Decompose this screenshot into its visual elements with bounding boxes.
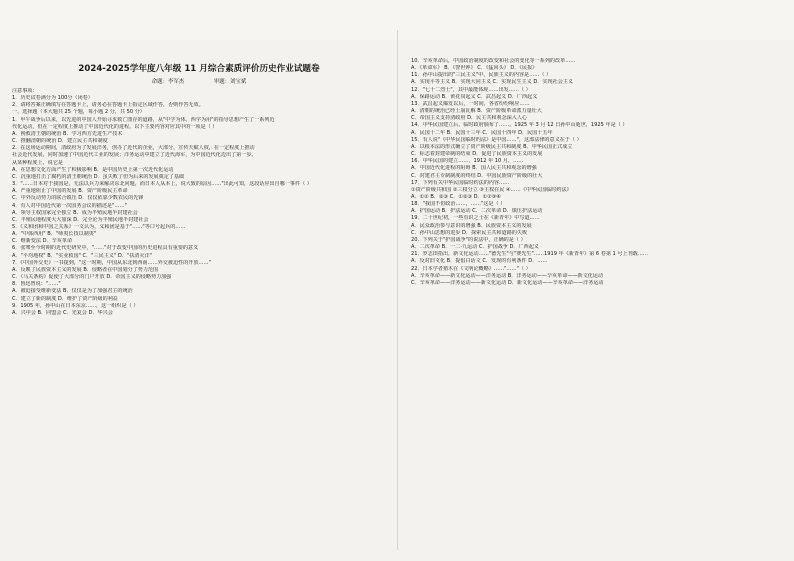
text-line: A．"平均地权" B．"实业救国" C．"三民主义" D．"扶清灭洋" <box>12 252 152 259</box>
text-line: C．帝国主义支持清政府 D．民主共和观念深入人心 <box>411 115 528 122</box>
text-line: 9．1905 年，孙中山在日本东京……，这一组织是（ ） <box>12 302 139 309</box>
text-line: 14．中华民国建立后，临时政府颁布了……，1925 年 3 月 12 日孙中山逝世，1925 年是（ ） <box>411 122 628 129</box>
text-line: C．辛亥革命——洋务运动——新文化运动 D．新文化运动——辛亥革命——洋务运动 <box>411 279 604 286</box>
reviewer-label: 审题：刘宝斌 <box>213 79 247 85</box>
text-line: 16．中华民国的建立……，1912 年 10 月，…… <box>411 158 524 165</box>
text-line: 1．甲午战争后以来，以先进的中国人开始寻求救亡图存的道路，从"中学为体，西学为用"的指导思想产生了一系列近 <box>12 116 275 123</box>
text-line: A．被迫接受维新变法 B．仅仅是为了加强君主的统治 <box>12 288 133 295</box>
text-line: C．孙中山思想的进步 D．探索民主共和道路的失败 <box>411 229 528 236</box>
text-line: 注意事项： <box>12 88 38 94</box>
text-line: A．护国运动 B．护法运动 C．二次革命 D．镇压护法运动 <box>411 208 543 215</box>
text-line: A．反映了民族资本主义的发展 B．侵略者在中国划分了势力范围 <box>12 266 159 273</box>
exam-title: 2024-2025学年度八年级 11 月综合素质评价历史作业试题卷 <box>78 64 320 74</box>
text-line: ①资产阶级共和国 ②三权分立 ③主权在民 ④……《中华民国临时约法》 <box>411 186 572 193</box>
text-line: 13．武昌起义爆发以后，一时间，各省纷纷响应…… <box>411 100 530 107</box>
text-line: A．清朝的统治已经土崩瓦解 B．资产阶级革命派力量壮大 <box>411 108 542 115</box>
text-line: C．沉重地打击了腐朽的清王朝统治 D．虽失败了但为后来的发展奠定了基础 <box>12 173 185 180</box>
text-line: 代化运动，但在一定程度上推动了中国近代化的进程。以下主要内容对应其中的一项是（ ） <box>12 123 218 130</box>
text-line: C．半殖民地程度大大加深 D．完全沦为半殖民地半封建社会 <box>12 216 149 223</box>
text-line: 6．张骞至今时期的近代史研究中，"……"对于改变中国的历史进程具有重要的意义 <box>12 245 199 252</box>
text-line: 18．"我国不但政治……，……"这是（ ） <box>411 201 506 208</box>
text-line: 3．"……日本对于我国是，无法以兵力来解决东北问题，而日本人从本上，说大致的原因……"出此可知，这段话应出自哪一事件（ ） <box>12 181 312 188</box>
author-label: 命题：李军杰 <box>151 79 185 85</box>
text-line: A．实现平等主义 B．实现大同主义 C．实现民生主义 D．实现社会主义 <box>411 79 573 86</box>
text-line: 15．有人说"《中华民国临时约法》是中国……"，这部法律的意义在于（ ） <box>411 136 582 143</box>
text-line: A．中国近代化进程的阻碍 B．国人民主共和观念的增强 <box>411 165 537 172</box>
text-line: 4．有人对中国近代第一次国务会议的描述是"……" <box>12 202 127 209</box>
text-line: A．二次革命 B．一二·九运动 C．护国战争 D．广西起义 <box>411 244 539 251</box>
text-line: C．建立了新的制度 D．维护了资产阶级的利益 <box>12 295 118 302</box>
text-line: 2．请将答案正确填写在答题卡上，请务必在答题卡上指定区域作答，否则作答无效。 <box>12 102 204 109</box>
text-line: 11．孙中山提出的"三民主义"中，民族主义的内容是……（ ） <box>411 72 552 79</box>
text-line: 2．在这场运动期间，清政府为了发展洋务，创办了近代的企业，大部分，宣传天赋人权，在一定程度上推动 <box>12 145 255 152</box>
text-line: C．标志着封建帝制的结束 D．促进了民族资本主义的发展 <box>411 151 543 158</box>
text-line: A．严重地阻止了中国的发展 B．资产阶级民主革命 <box>12 188 128 195</box>
text-line: A．民国十二年 B．民国十三年 C．民国十四年 D．民国十五年 <box>411 129 553 136</box>
text-line: 一、选择题（本大题共 25 个题，每小题 2 分，共 50 分） <box>12 109 145 116</box>
text-line: 8．鲁迅曾说："……" <box>12 281 61 288</box>
left-question-text <box>12 88 390 317</box>
exam-authors <box>4 77 394 85</box>
column-divider <box>397 30 398 550</box>
text-line: 1．历史试卷满分为 100分（闭卷） <box>12 95 93 102</box>
text-line: A．《革命军》 B．《警世钟》 C．《猛回头》 D．《民报》 <box>411 65 538 72</box>
text-line: A．以根本法的形式确立了资产阶级民主共和制度 B．中华民国正式成立 <box>411 143 573 150</box>
text-line: A．领导主权国家完全独立 B．成为半殖民地半封建社会 <box>12 209 138 216</box>
text-line: C．中外反动势力的联合镇压 D．仅仅依靠少数农民的先锋 <box>12 195 144 202</box>
text-line: 7．《中国外交史》一书提到，"这一时期，中国从东北到西南……外交被迫性的开放……" <box>12 259 211 266</box>
right-question-text <box>411 58 789 287</box>
text-line: C．封建君主专制制度的终结 D．中国民族资产阶级的壮大 <box>411 172 543 179</box>
text-line: 从某种程度上，说它是 <box>12 159 63 166</box>
text-line: 5．《义和团和中国之关系》一文认为，义和团是基于"……"等口号起兵的…… <box>12 223 186 230</box>
text-line: A．反对旧文化 B．提倡白话文 C．发现的有利条件 D．…… <box>411 258 548 265</box>
text-line: A．保路运动 B．黄花岗起义 C．武昌起义 D．广西起义 <box>411 93 538 100</box>
text-line: 12．"七十二烈士"，其中最能体现……出发……（ ） <box>411 86 531 93</box>
text-line: 10．辛亥革命后，中国政治制度的改变和社会的变化等一系列的改革…… <box>411 58 576 64</box>
text-line: C．维新变法 D．辛亥革命 <box>12 238 73 245</box>
text-line: A．兴中会 B．同盟会 C．光复会 D．华兴会 <box>12 309 113 316</box>
text-line: A．辛亥革命——新文化运动——洋务运动 B．洋务运动——辛亥革命——新文化运动 <box>411 272 603 279</box>
text-line: A．①② B．②③ C．①②③ D．①②③④ <box>411 193 501 200</box>
text-line: A．挽救清王朝的统治 B．学习西方先进生产技术 <box>12 130 123 137</box>
text-line: A．"中体西用" B．"师夷长技以制夷" <box>12 231 97 238</box>
text-line: 19．二十世纪初，一些有识之士在《新青年》中写道…… <box>411 215 540 222</box>
text-line: C．《马关条约》促使了大部分的门户开放 D．帝国主义的侵略势力加强 <box>12 274 172 281</box>
text-line: 21．罗志田指出，新文化运动……"德先生"与"赛先生"……1919 年《新青年》第 6 卷第 1 号上刊载…… <box>411 251 648 258</box>
text-line: C．推翻清朝的统治 D．建立民主共和制度 <box>12 138 108 145</box>
text-line: 22．日本学者猪木在《文明论概略》……"……"（ ） <box>411 265 531 272</box>
text-line: 20．下列关于"护国战争"的说法中，正确的是（ ） <box>411 236 526 243</box>
text-line: 17．下列有关中华民国临时约法的内容…… <box>411 179 510 186</box>
text-line: A．在思想文化方面产生了积极影响 B．是中国历史上第一次近代化运动 <box>12 166 174 173</box>
text-line: 社会近代发展，同时加速了中国近代工业的发展；洋务运动中建立了近代海军，为中国近代化迈出了第一步。 <box>12 152 257 159</box>
text-line: A．民众政治参与意识的增强 B．民族资本主义的发展 <box>411 222 532 229</box>
